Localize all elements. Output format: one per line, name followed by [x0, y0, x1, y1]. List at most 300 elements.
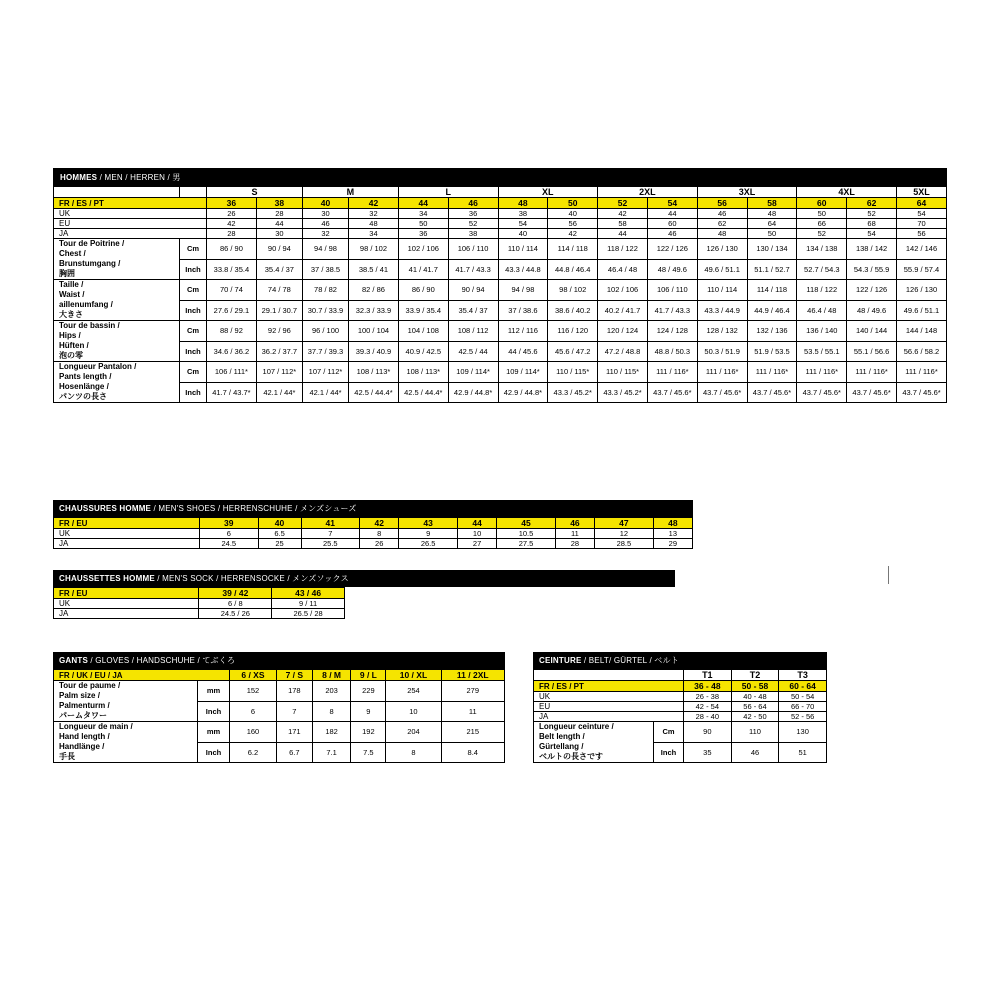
unit-inch: Inch — [198, 701, 230, 722]
measure-value: 46 — [731, 742, 779, 763]
measure-value-inch: 53.5 / 55.1 — [797, 341, 847, 362]
measure-value-inch: 42.9 / 44.8* — [448, 382, 498, 403]
size-value: 32 — [302, 229, 348, 239]
socks-fr-row — [54, 588, 345, 599]
belt-value: 26 - 38 — [684, 692, 732, 702]
socks-row-ja — [54, 609, 345, 619]
unit-cm: Cm — [654, 722, 684, 743]
size-value: 52 — [448, 219, 498, 229]
fr-label: FR / EU — [54, 588, 199, 599]
fr-value: 54 — [647, 198, 697, 209]
measure-value-inch: 42.5 / 44.4* — [398, 382, 448, 403]
shoe-value: 6 — [200, 529, 259, 539]
unit-inch: Inch — [180, 259, 207, 280]
measure-value-cm: 102 / 106 — [398, 239, 448, 260]
measure-row-inch-2 — [54, 341, 947, 362]
measure-value-inch: 41.7 / 43.3 — [448, 259, 498, 280]
measure-value-inch: 40.9 / 42.5 — [398, 341, 448, 362]
measure-value-inch: 44.8 / 46.4 — [548, 259, 598, 280]
measure-value: 6 — [230, 701, 277, 722]
socks-table-header — [53, 570, 675, 587]
fr-value: 38 — [256, 198, 302, 209]
fr-value: 47 — [595, 518, 654, 529]
measure-row-cm-2 — [54, 321, 947, 342]
measure-value-cm: 104 / 108 — [398, 321, 448, 342]
row-label: JA — [54, 539, 200, 549]
measure-value-cm: 144 / 148 — [897, 321, 947, 342]
measure-value-cm: 110 / 114 — [498, 239, 548, 260]
mens-title-rest: / MEN / HERREN / 男 — [97, 173, 181, 182]
unit-cm: Cm — [180, 239, 207, 260]
measure-value-cm: 114 / 118 — [747, 280, 797, 301]
measure-row-cm-0 — [54, 239, 947, 260]
fr-value: 46 — [448, 198, 498, 209]
measure-value-cm: 110 / 115* — [548, 362, 598, 383]
measure-value-inch: 39.3 / 40.9 — [349, 341, 399, 362]
measure-value: 178 — [276, 681, 312, 702]
shoe-value: 24.5 — [200, 539, 259, 549]
belt-table-block — [533, 652, 827, 763]
size-value: 44 — [256, 219, 302, 229]
fr-value: 43 / 46 — [272, 588, 345, 599]
measure-value-inch: 42.5 / 44.4* — [349, 382, 399, 403]
belt-row-ja — [534, 712, 827, 722]
measure-label: Longueur de main / Hand length / Handlänge / 手長 — [54, 722, 198, 763]
measure-value-inch: 42.1 / 44* — [256, 382, 302, 403]
measure-value: 215 — [441, 722, 504, 743]
measure-value-inch: 37 / 38.5 — [302, 259, 348, 280]
size-value: 58 — [598, 219, 648, 229]
measure-value-cm: 110 / 115* — [598, 362, 648, 383]
sock-value: 24.5 / 26 — [199, 609, 272, 619]
measure-value-cm: 108 / 113* — [349, 362, 399, 383]
measure-value-cm: 106 / 110 — [448, 239, 498, 260]
size-row-eu — [54, 219, 947, 229]
shoe-value: 29 — [653, 539, 692, 549]
measure-value-cm: 118 / 122 — [598, 239, 648, 260]
size-value: 68 — [847, 219, 897, 229]
empty-cell — [180, 187, 207, 198]
shoe-value: 25 — [258, 539, 301, 549]
measure-value-inch: 49.6 / 51.1 — [897, 300, 947, 321]
measure-value-inch: 32.3 / 33.9 — [349, 300, 399, 321]
fr-value: 42 — [360, 518, 399, 529]
measure-value: 171 — [276, 722, 312, 743]
belt-tier-t3: T3 — [779, 670, 827, 681]
belt-value: 56 - 64 — [731, 702, 779, 712]
measure-row-inch-3 — [54, 382, 947, 403]
measure-value-cm: 108 / 113* — [398, 362, 448, 383]
fr-value: 42 — [349, 198, 399, 209]
fr-value: 48 — [498, 198, 548, 209]
measure-value-cm: 126 / 130 — [697, 239, 747, 260]
measure-value-cm: 132 / 136 — [747, 321, 797, 342]
measure-value-inch: 52.7 / 54.3 — [797, 259, 847, 280]
shoe-value: 10.5 — [497, 529, 556, 539]
measure-value-cm: 111 / 116* — [647, 362, 697, 383]
measure-value-inch: 43.3 / 44.8 — [498, 259, 548, 280]
belt-measure-row-a — [534, 722, 827, 743]
size-value: 54 — [498, 219, 548, 229]
measure-value-cm: 112 / 116 — [498, 321, 548, 342]
size-value: 54 — [897, 209, 947, 219]
glove-measure-row-0-a — [54, 681, 505, 702]
measure-value-cm: 118 / 122 — [797, 280, 847, 301]
fr-value: 44 — [398, 198, 448, 209]
mens-shoes-table — [53, 500, 693, 549]
size-value: 50 — [797, 209, 847, 219]
measure-value-cm: 140 / 144 — [847, 321, 897, 342]
measure-value: 7.1 — [312, 742, 351, 763]
size-group-xl: XL — [498, 187, 598, 198]
measure-value-inch: 46.4 / 48 — [598, 259, 648, 280]
measure-value-inch: 51.1 / 52.7 — [747, 259, 797, 280]
size-value: 26 — [207, 209, 257, 219]
measure-value-cm: 88 / 92 — [207, 321, 257, 342]
measure-value: 10 — [386, 701, 441, 722]
measure-value-cm: 120 / 124 — [598, 321, 648, 342]
measure-value: 110 — [731, 722, 779, 743]
measure-value-cm: 108 / 112 — [448, 321, 498, 342]
size-value: 44 — [647, 209, 697, 219]
measure-value: 6.2 — [230, 742, 277, 763]
shoes-table — [53, 517, 693, 549]
belt-value: 52 - 56 — [779, 712, 827, 722]
measure-value-inch: 43.7 / 45.6* — [647, 382, 697, 403]
belt-value: 42 - 54 — [684, 702, 732, 712]
fr-value: 8 / M — [312, 670, 351, 681]
measure-value-cm: 107 / 112* — [302, 362, 348, 383]
glove-measure-row-1-a — [54, 722, 505, 743]
measure-value-inch: 42.9 / 44.8* — [498, 382, 548, 403]
measure-value-inch: 44.9 / 46.4 — [747, 300, 797, 321]
measure-value-inch: 41 / 41.7 — [398, 259, 448, 280]
measure-value-inch: 37 / 38.6 — [498, 300, 548, 321]
measure-row-inch-1 — [54, 300, 947, 321]
shoe-value: 26.5 — [399, 539, 458, 549]
measure-label: Tour de Poitrine / Chest / Brunstumgang / 胸囲 — [54, 239, 180, 280]
measure-value-cm: 106 / 111* — [207, 362, 257, 383]
measure-value-inch: 48.8 / 50.3 — [647, 341, 697, 362]
measure-value: 192 — [351, 722, 386, 743]
size-value: 52 — [847, 209, 897, 219]
measure-value: 203 — [312, 681, 351, 702]
fr-value: 52 — [598, 198, 648, 209]
measure-label: Taille / Waist / aillenumfang / 大きさ — [54, 280, 180, 321]
fr-value: 41 — [301, 518, 360, 529]
unit-cm: Cm — [180, 362, 207, 383]
size-value: 30 — [302, 209, 348, 219]
measure-value-inch: 43.7 / 45.6* — [847, 382, 897, 403]
measure-value-inch: 43.3 / 45.2* — [548, 382, 598, 403]
fr-value: 50 — [548, 198, 598, 209]
measure-value-inch: 51.9 / 53.5 — [747, 341, 797, 362]
fr-label: FR / EU — [54, 518, 200, 529]
measure-value-inch: 43.3 / 44.9 — [697, 300, 747, 321]
size-group-3xl: 3XL — [697, 187, 797, 198]
measure-label: Tour de bassin / Hips / Hüften / 泡の零 — [54, 321, 180, 362]
fr-value: 10 / XL — [386, 670, 441, 681]
measure-value: 9 — [351, 701, 386, 722]
size-value: 46 — [697, 209, 747, 219]
measure-value-inch: 47.2 / 48.8 — [598, 341, 648, 362]
mens-table-header — [53, 168, 947, 186]
size-value: 50 — [747, 229, 797, 239]
belt-value: 50 - 54 — [779, 692, 827, 702]
measure-value: 7.5 — [351, 742, 386, 763]
fr-value: 56 — [697, 198, 747, 209]
fr-size-row — [54, 198, 947, 209]
measure-value-cm: 128 / 132 — [697, 321, 747, 342]
shoe-value: 8 — [360, 529, 399, 539]
measure-value-cm: 86 / 90 — [207, 239, 257, 260]
fr-label: FR / ES / PT — [534, 681, 684, 692]
empty-cell — [534, 670, 684, 681]
row-label: UK — [534, 692, 684, 702]
shoes-row-ja — [54, 539, 693, 549]
belt-value: 66 - 70 — [779, 702, 827, 712]
shoe-value: 13 — [653, 529, 692, 539]
fr-value: 39 — [200, 518, 259, 529]
row-label: JA — [534, 712, 684, 722]
mens-title-bold: HOMMES — [60, 173, 98, 182]
unit-inch: Inch — [198, 742, 230, 763]
row-label: UK — [54, 209, 207, 219]
size-value: 40 — [498, 229, 548, 239]
fr-value: 48 — [653, 518, 692, 529]
measure-value-inch: 37.7 / 39.3 — [302, 341, 348, 362]
measure-value-inch: 30.7 / 33.9 — [302, 300, 348, 321]
measure-value-cm: 100 / 104 — [349, 321, 399, 342]
measure-value-inch: 46.4 / 48 — [797, 300, 847, 321]
measure-value: 8 — [386, 742, 441, 763]
unit-cm: Cm — [180, 321, 207, 342]
size-group-l: L — [398, 187, 498, 198]
belt-table — [533, 669, 827, 763]
fr-value: 43 — [399, 518, 458, 529]
size-value: 60 — [647, 219, 697, 229]
fr-value: 44 — [457, 518, 496, 529]
belt-tier-t2: T2 — [731, 670, 779, 681]
size-row-uk — [54, 209, 947, 219]
belt-fr-row — [534, 681, 827, 692]
unit-inch: Inch — [180, 300, 207, 321]
size-value: 56 — [897, 229, 947, 239]
size-value: 38 — [498, 209, 548, 219]
fr-label: FR / ES / PT — [54, 198, 207, 209]
fr-value: 36 — [207, 198, 257, 209]
measure-value-inch: 42.5 / 44 — [448, 341, 498, 362]
measure-value-inch: 43.7 / 45.6* — [697, 382, 747, 403]
measure-value-inch: 48 / 49.6 — [647, 259, 697, 280]
measure-value: 90 — [684, 722, 732, 743]
measure-value-cm: 124 / 128 — [647, 321, 697, 342]
measure-value-inch: 42.1 / 44* — [302, 382, 348, 403]
measure-value-inch: 55.9 / 57.4 — [897, 259, 947, 280]
unit-primary: mm — [198, 681, 230, 702]
size-group-s: S — [207, 187, 303, 198]
socks-title-rest: / MEN'S SOCK / HERRENSOCKE / メンズソックス — [154, 574, 349, 583]
row-label: JA — [54, 609, 199, 619]
shoes-title-bold: CHAUSSURES HOMME — [59, 504, 152, 513]
shoes-row-uk — [54, 529, 693, 539]
measure-value-cm: 122 / 126 — [647, 239, 697, 260]
row-label: UK — [54, 599, 199, 609]
measure-value-cm: 111 / 116* — [897, 362, 947, 383]
measure-value-cm: 130 / 134 — [747, 239, 797, 260]
mens-socks-table — [53, 570, 349, 619]
measure-value-inch: 27.6 / 29.1 — [207, 300, 257, 321]
size-value: 30 — [256, 229, 302, 239]
socks-table — [53, 587, 345, 619]
belt-row-uk — [534, 692, 827, 702]
belt-table-header — [533, 652, 827, 669]
measure-value-inch: 44 / 45.6 — [498, 341, 548, 362]
fr-value: 39 / 42 — [199, 588, 272, 599]
shoe-value: 27.5 — [497, 539, 556, 549]
size-value: 42 — [548, 229, 598, 239]
measure-value-cm: 111 / 116* — [797, 362, 847, 383]
measure-value-inch: 40.2 / 41.7 — [598, 300, 648, 321]
measure-value-cm: 90 / 94 — [448, 280, 498, 301]
fr-value: 45 — [497, 518, 556, 529]
size-value: 32 — [349, 209, 399, 219]
size-group-2xl: 2XL — [598, 187, 698, 198]
measure-value-cm: 136 / 140 — [797, 321, 847, 342]
measure-value: 229 — [351, 681, 386, 702]
measure-value-inch: 43.7 / 45.6* — [747, 382, 797, 403]
fr-value: 58 — [747, 198, 797, 209]
measure-value-cm: 106 / 110 — [647, 280, 697, 301]
size-value: 48 — [349, 219, 399, 229]
shoe-value: 28.5 — [595, 539, 654, 549]
measure-value: 8.4 — [441, 742, 504, 763]
size-value: 38 — [448, 229, 498, 239]
size-value: 62 — [697, 219, 747, 229]
size-value: 46 — [302, 219, 348, 229]
measure-value-inch: 35.4 / 37 — [256, 259, 302, 280]
mens-table — [53, 186, 947, 403]
measure-row-cm-3 — [54, 362, 947, 383]
socks-title-bold: CHAUSSETTES HOMME — [59, 574, 155, 583]
measure-value-inch: 43.7 / 45.6* — [797, 382, 847, 403]
size-value: 52 — [797, 229, 847, 239]
measure-value-inch: 54.3 / 55.9 — [847, 259, 897, 280]
shoe-value: 28 — [555, 539, 594, 549]
size-value: 64 — [747, 219, 797, 229]
measure-value: 160 — [230, 722, 277, 743]
measure-value-cm: 96 / 100 — [302, 321, 348, 342]
measure-value-inch: 55.1 / 56.6 — [847, 341, 897, 362]
mens-size-table — [53, 168, 947, 403]
measure-row-inch-0 — [54, 259, 947, 280]
fr-value: 7 / S — [276, 670, 312, 681]
measure-value-inch: 41.7 / 43.3 — [647, 300, 697, 321]
measure-value-cm: 86 / 90 — [398, 280, 448, 301]
row-label: JA — [54, 229, 207, 239]
measure-value-cm: 74 / 78 — [256, 280, 302, 301]
measure-value-inch: 56.6 / 58.2 — [897, 341, 947, 362]
size-value: 28 — [256, 209, 302, 219]
measure-value-inch: 36.2 / 37.7 — [256, 341, 302, 362]
shoe-value: 26 — [360, 539, 399, 549]
measure-value-cm: 111 / 116* — [747, 362, 797, 383]
size-value: 40 — [548, 209, 598, 219]
measure-value-cm: 116 / 120 — [548, 321, 598, 342]
fr-value: 60 — [797, 198, 847, 209]
size-value: 34 — [398, 209, 448, 219]
row-label: EU — [534, 702, 684, 712]
size-value: 48 — [747, 209, 797, 219]
size-group-m: M — [302, 187, 398, 198]
measure-value-cm: 111 / 116* — [847, 362, 897, 383]
size-value: 66 — [797, 219, 847, 229]
size-value: 36 — [398, 229, 448, 239]
empty-cell — [54, 187, 180, 198]
fr-value: 6 / XS — [230, 670, 277, 681]
fr-value: 62 — [847, 198, 897, 209]
measure-value-cm: 142 / 146 — [897, 239, 947, 260]
fr-value: 60 - 64 — [779, 681, 827, 692]
measure-value: 11 — [441, 701, 504, 722]
measure-value-cm: 122 / 126 — [847, 280, 897, 301]
measure-value: 152 — [230, 681, 277, 702]
size-value: 34 — [349, 229, 399, 239]
measure-value-inch: 43.3 / 45.2* — [598, 382, 648, 403]
size-value: 56 — [548, 219, 598, 229]
belt-tier-t1: T1 — [684, 670, 732, 681]
measure-value-cm: 92 / 96 — [256, 321, 302, 342]
page-artifact-line — [888, 566, 889, 584]
measure-value-cm: 98 / 102 — [349, 239, 399, 260]
measure-value-cm: 110 / 114 — [697, 280, 747, 301]
measure-value: 254 — [386, 681, 441, 702]
shoe-value: 6.5 — [258, 529, 301, 539]
unit-inch: Inch — [654, 742, 684, 763]
measure-value-cm: 82 / 86 — [349, 280, 399, 301]
size-value: 36 — [448, 209, 498, 219]
gloves-title-rest: / GLOVES / HANDSCHUHE / てぶくろ — [88, 656, 236, 665]
row-label: EU — [54, 219, 207, 229]
measure-value-cm: 98 / 102 — [548, 280, 598, 301]
shoes-fr-row — [54, 518, 693, 529]
size-value: 42 — [598, 209, 648, 219]
measure-value: 204 — [386, 722, 441, 743]
measure-value-inch: 38.6 / 40.2 — [548, 300, 598, 321]
size-value: 48 — [697, 229, 747, 239]
measure-value-inch: 29.1 / 30.7 — [256, 300, 302, 321]
size-value: 42 — [207, 219, 257, 229]
measure-value: 130 — [779, 722, 827, 743]
shoe-value: 9 — [399, 529, 458, 539]
measure-value-inch: 38.5 / 41 — [349, 259, 399, 280]
size-group-row — [54, 187, 947, 198]
measure-value: 51 — [779, 742, 827, 763]
shoe-value: 25.5 — [301, 539, 360, 549]
unit-primary: mm — [198, 722, 230, 743]
measure-value-inch: 43.7 / 45.6* — [897, 382, 947, 403]
measure-value-cm: 90 / 94 — [256, 239, 302, 260]
belt-title-bold: CEINTURE — [539, 656, 582, 665]
sock-value: 26.5 / 28 — [272, 609, 345, 619]
measure-value-cm: 109 / 114* — [448, 362, 498, 383]
socks-row-uk — [54, 599, 345, 609]
shoes-table-header — [53, 500, 693, 517]
belt-tier-row — [534, 670, 827, 681]
gloves-table-block — [53, 652, 505, 763]
measure-value: 8 — [312, 701, 351, 722]
fr-value: 9 / L — [351, 670, 386, 681]
